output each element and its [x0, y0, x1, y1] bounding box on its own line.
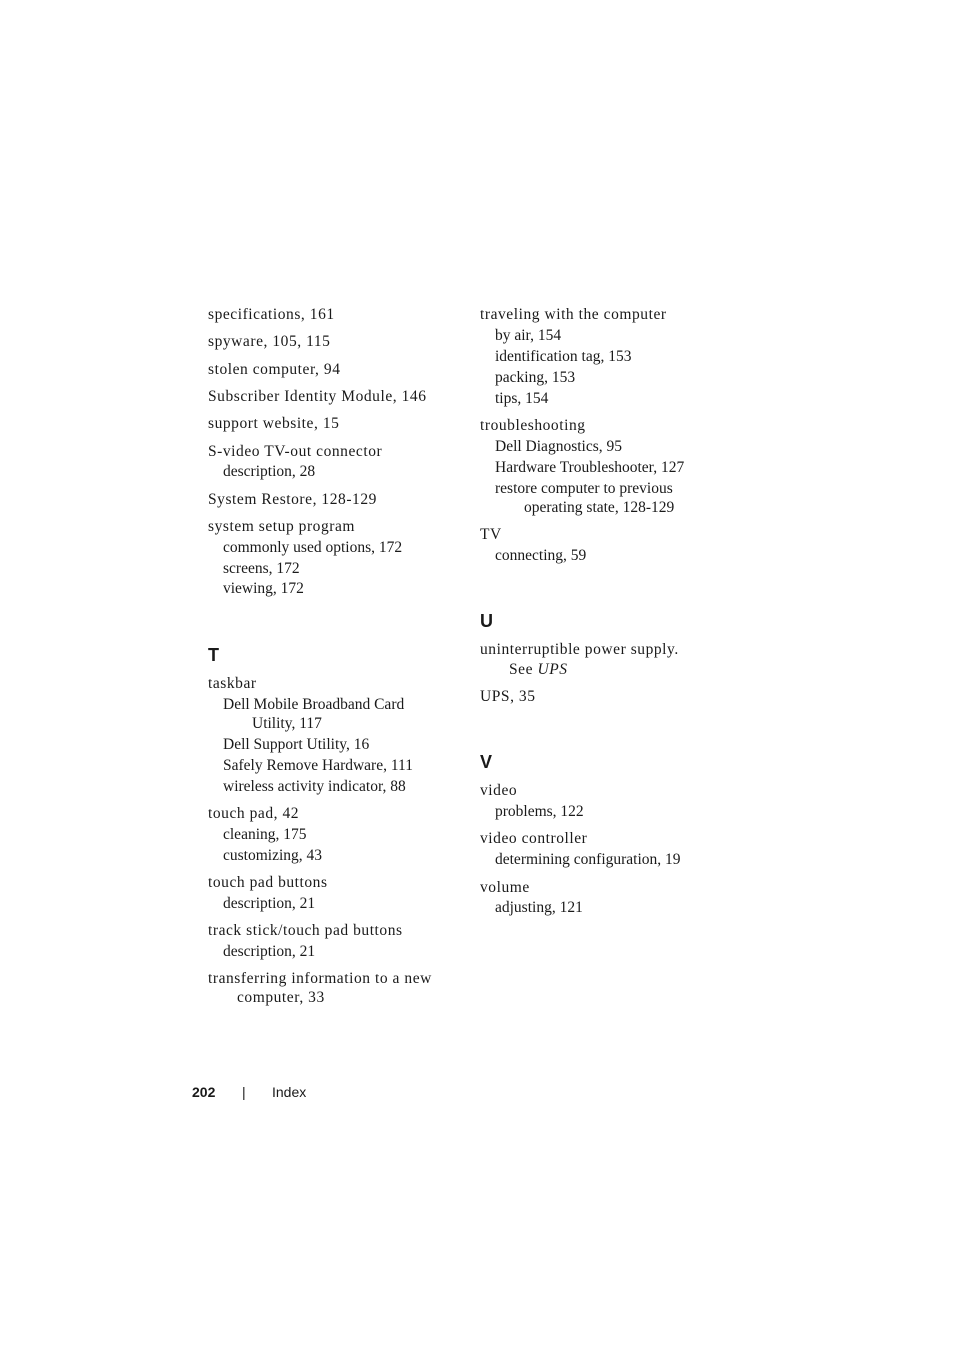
index-subentry-continuation: Utility, 117: [252, 715, 322, 732]
index-entry: touch pad buttons: [208, 874, 328, 891]
index-subentry: tips, 154: [495, 390, 549, 407]
index-subentry: Hardware Troubleshooter, 127: [495, 459, 685, 476]
index-entry: video controller: [480, 830, 588, 847]
index-entry: S-video TV-out connector: [208, 443, 383, 460]
index-entry: TV: [480, 526, 502, 543]
index-entry: System Restore, 128-129: [208, 491, 377, 508]
page-number: 202: [192, 1084, 216, 1100]
index-subentry: adjusting, 121: [495, 899, 583, 916]
index-subentry: determining configuration, 19: [495, 851, 681, 868]
index-see-reference: [509, 661, 568, 679]
see-label: See: [509, 661, 538, 678]
index-subentry: viewing, 172: [223, 580, 304, 597]
index-subentry: commonly used options, 172: [223, 539, 403, 556]
index-subentry: description, 28: [223, 463, 316, 480]
index-subentry: Dell Mobile Broadband Card: [223, 696, 405, 713]
index-entry: UPS, 35: [480, 688, 536, 705]
index-subentry: customizing, 43: [223, 847, 323, 864]
index-subentry: screens, 172: [223, 560, 300, 577]
index-entry: uninterruptible power supply.: [480, 641, 679, 658]
index-entry: touch pad, 42: [208, 805, 300, 822]
index-subentry: Safely Remove Hardware, 111: [223, 757, 413, 774]
index-entry: system setup program: [208, 518, 356, 535]
index-entry: stolen computer, 94: [208, 361, 341, 378]
index-subentry: connecting, 59: [495, 547, 587, 564]
index-entry: Subscriber Identity Module, 146: [208, 388, 427, 405]
index-subentry: description, 21: [223, 895, 316, 912]
index-entry-continuation: computer, 33: [237, 989, 325, 1006]
index-subentry-continuation: operating state, 128-129: [524, 499, 675, 516]
index-letter-heading: T: [208, 645, 219, 665]
index-subentry: description, 21: [223, 943, 316, 960]
index-subentry: Dell Diagnostics, 95: [495, 438, 622, 455]
index-entry: video: [480, 782, 518, 799]
index-subentry: by air, 154: [495, 327, 562, 344]
index-subentry: problems, 122: [495, 803, 584, 820]
index-entry: traveling with the computer: [480, 306, 667, 323]
index-entry: spyware, 105, 115: [208, 333, 331, 350]
index-subentry: cleaning, 175: [223, 826, 307, 843]
footer-separator: |: [242, 1084, 246, 1100]
index-subentry: packing, 153: [495, 369, 576, 386]
index-subentry: restore computer to previous: [495, 480, 673, 497]
index-entry: specifications, 161: [208, 306, 335, 323]
index-entry: volume: [480, 879, 530, 896]
index-subentry: Dell Support Utility, 16: [223, 736, 370, 753]
index-entry: support website, 15: [208, 415, 340, 432]
index-letter-heading: U: [480, 611, 493, 631]
index-entry: transferring information to a new: [208, 970, 432, 987]
index-entry: troubleshooting: [480, 417, 586, 434]
index-entry: taskbar: [208, 675, 257, 692]
index-subentry: identification tag, 153: [495, 348, 632, 365]
see-target: UPS: [537, 661, 568, 678]
index-entry: track stick/touch pad buttons: [208, 922, 403, 939]
section-name: Index: [272, 1084, 307, 1100]
index-letter-heading: V: [480, 752, 493, 772]
index-subentry: wireless activity indicator, 88: [223, 778, 406, 795]
